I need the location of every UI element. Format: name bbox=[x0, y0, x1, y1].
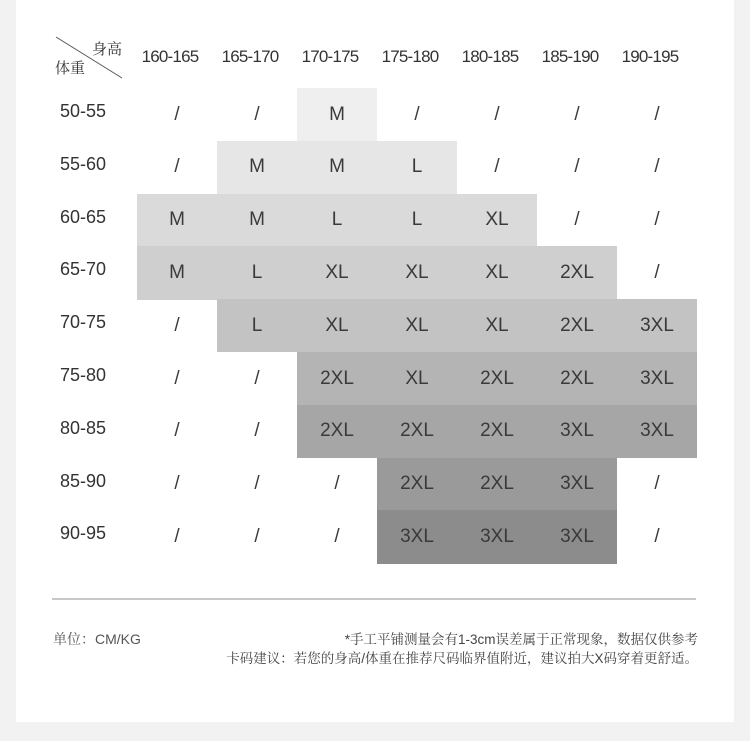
size-cell: 2XL bbox=[457, 458, 537, 511]
column-header: 165-170 bbox=[221, 47, 279, 66]
size-cell: M bbox=[217, 194, 297, 247]
height-axis-label: 身高 bbox=[91, 41, 122, 58]
size-cell: / bbox=[334, 473, 340, 495]
size-cell: L bbox=[297, 194, 377, 247]
size-cell: / bbox=[654, 156, 660, 178]
size-cell: 2XL bbox=[457, 352, 537, 405]
size-cell: 3XL bbox=[537, 458, 617, 511]
column-header: 180-185 bbox=[461, 47, 519, 66]
size-cell: XL bbox=[297, 246, 377, 299]
size-cell: / bbox=[174, 420, 180, 442]
size-cell: L bbox=[377, 194, 457, 247]
size-cell: 3XL bbox=[617, 405, 697, 458]
size-cell: / bbox=[254, 420, 260, 442]
row-header: 55-60 bbox=[60, 153, 107, 174]
size-cell: / bbox=[494, 156, 500, 178]
size-cell: / bbox=[574, 103, 580, 125]
size-cell: / bbox=[654, 103, 660, 125]
size-cell: / bbox=[174, 367, 180, 389]
corner-header bbox=[52, 35, 124, 80]
size-cell: / bbox=[494, 103, 500, 125]
column-header: 160-165 bbox=[141, 47, 199, 66]
size-cell: XL bbox=[377, 299, 457, 352]
column-header: 170-175 bbox=[301, 47, 359, 66]
size-cell: M bbox=[297, 141, 377, 194]
row-header: 85-90 bbox=[60, 470, 107, 491]
weight-axis-label: 体重 bbox=[55, 60, 86, 77]
row-header: 70-75 bbox=[60, 312, 107, 333]
row-header: 90-95 bbox=[60, 523, 107, 544]
size-advice-note: 卡码建议：若您的身高/体重在推荐尺码临界值附近，建议拍大X码穿着更舒适。 bbox=[226, 651, 698, 666]
unit-label: 单位：CM/KG bbox=[53, 631, 141, 647]
size-cell: / bbox=[254, 526, 260, 548]
size-cell: 3XL bbox=[537, 510, 617, 563]
size-cell: XL bbox=[377, 352, 457, 405]
size-cell: XL bbox=[457, 246, 537, 299]
size-cell: / bbox=[654, 526, 660, 548]
size-cell: / bbox=[174, 473, 180, 495]
size-cell: / bbox=[254, 473, 260, 495]
size-cell: M bbox=[137, 246, 217, 299]
size-cell: 3XL bbox=[457, 510, 537, 563]
size-cell: / bbox=[334, 526, 340, 548]
size-cell: 3XL bbox=[537, 405, 617, 458]
measurement-note: *手工平铺测量会有1-3cm误差属于正常现象，数据仅供参考 bbox=[344, 632, 698, 647]
size-cell: 3XL bbox=[617, 352, 697, 405]
size-cell: / bbox=[654, 209, 660, 231]
size-cell: / bbox=[174, 526, 180, 548]
size-cell: 2XL bbox=[537, 352, 617, 405]
size-cell: M bbox=[217, 141, 297, 194]
size-cell: M bbox=[137, 194, 217, 247]
size-cell: / bbox=[414, 103, 420, 125]
row-header: 75-80 bbox=[60, 365, 107, 385]
size-cell: XL bbox=[377, 246, 457, 299]
size-cell: / bbox=[174, 103, 180, 125]
row-header: 60-65 bbox=[60, 206, 107, 227]
size-cell: / bbox=[654, 262, 660, 284]
size-cell: 2XL bbox=[297, 405, 377, 458]
divider-line bbox=[52, 598, 696, 600]
size-cell: 2XL bbox=[377, 405, 457, 458]
size-cell: 3XL bbox=[617, 299, 697, 352]
size-cell: 2XL bbox=[377, 458, 457, 511]
size-cell: 2XL bbox=[537, 246, 617, 299]
size-cell: L bbox=[377, 141, 457, 194]
column-header: 175-180 bbox=[381, 47, 439, 66]
row-header: 80-85 bbox=[60, 417, 107, 438]
size-cell: XL bbox=[297, 299, 377, 352]
column-header: 190-195 bbox=[621, 47, 679, 66]
size-cell: / bbox=[574, 156, 580, 178]
size-cell: 3XL bbox=[377, 510, 457, 563]
size-cell: XL bbox=[457, 194, 537, 247]
size-cell: 2XL bbox=[537, 299, 617, 352]
size-cell: / bbox=[654, 473, 660, 495]
size-cell: 2XL bbox=[457, 405, 537, 458]
size-cell: / bbox=[254, 103, 260, 125]
row-header: 50-55 bbox=[60, 101, 107, 121]
column-header: 185-190 bbox=[541, 47, 599, 66]
row-header: 65-70 bbox=[60, 259, 107, 280]
size-cell: / bbox=[574, 209, 580, 231]
size-cell: / bbox=[174, 156, 180, 178]
size-cell: 2XL bbox=[297, 352, 377, 405]
size-cell: L bbox=[217, 299, 297, 352]
size-cell: / bbox=[174, 314, 180, 336]
size-cell: M bbox=[297, 88, 377, 141]
size-cell: / bbox=[254, 367, 260, 389]
size-cell: XL bbox=[457, 299, 537, 352]
size-cell: L bbox=[217, 246, 297, 299]
